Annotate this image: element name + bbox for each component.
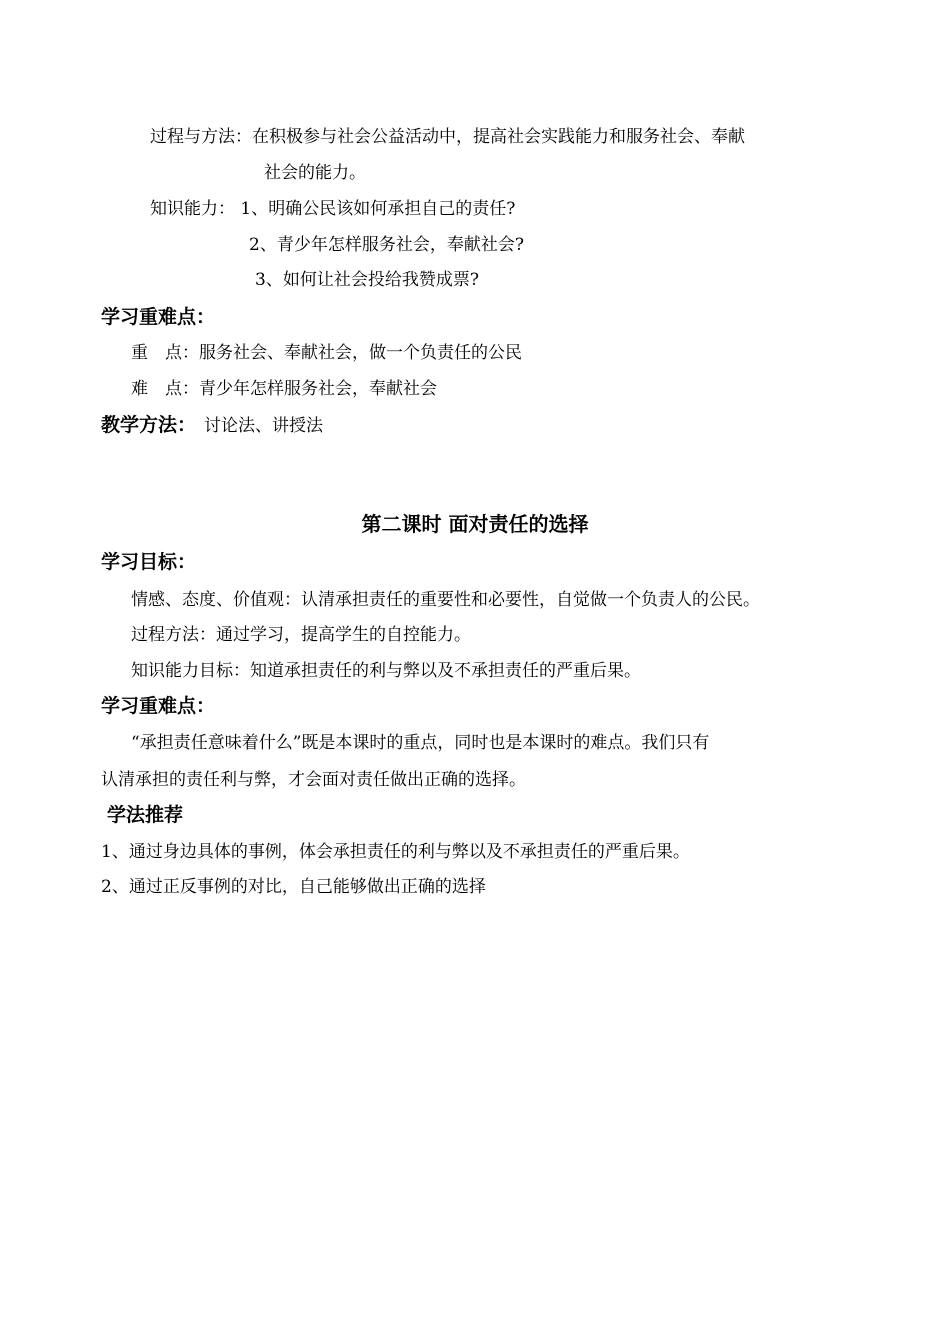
- teaching-method-heading: 教学方法：: [101, 414, 197, 436]
- process-method-line1: 过程与方法：在积极参与社会公益活动中，提高社会实践能力和服务社会、奉献: [150, 127, 745, 147]
- difficult-point: 难 点：青少年怎样服务社会，奉献社会: [131, 379, 437, 399]
- key-difficult-heading-2: 学习重难点：: [101, 695, 216, 717]
- objectives-heading: 学习目标：: [101, 551, 197, 573]
- study-method-item-1: 1、通过身边具体的事例，体会承担责任的利与弊以及不承担责任的严重后果。: [101, 842, 690, 862]
- study-method-heading: 学法推荐: [107, 804, 184, 826]
- process-method-line2: 社会的能力。: [264, 163, 366, 183]
- study-method-item-2: 2、通过正反事例的对比，自己能够做出正确的选择: [101, 877, 486, 897]
- key-difficult-heading: 学习重难点：: [101, 306, 216, 328]
- key-difficult-text-line2: 认清承担的责任利与弊，才会面对责任做出正确的选择。: [101, 770, 526, 790]
- key-difficult-text-line1: “承担责任意味着什么”既是本课时的重点，同时也是本课时的难点。我们只有: [131, 733, 710, 753]
- knowledge-item-1: 知识能力： 1、明确公民该如何承担自己的责任?: [150, 199, 516, 219]
- teaching-method-row: [101, 412, 323, 439]
- knowledge-item-2: 2、青少年怎样服务社会，奉献社会?: [249, 235, 524, 255]
- objective-process: 过程方法：通过学习，提高学生的自控能力。: [131, 625, 471, 645]
- knowledge-item-3: 3、如何让社会投给我赞成票?: [255, 270, 479, 290]
- teaching-method-value: 讨论法、讲授法: [204, 416, 324, 436]
- lesson-title: 第二课时 面对责任的选择: [361, 512, 589, 536]
- objective-emotion: 情感、态度、价值观：认清承担责任的重要性和必要性，自觉做一个负责人的公民。: [131, 590, 760, 610]
- objective-knowledge: 知识能力目标：知道承担责任的利与弊以及不承担责任的严重后果。: [131, 661, 641, 681]
- key-point: 重 点：服务社会、奉献社会，做一个负责任的公民: [131, 343, 522, 363]
